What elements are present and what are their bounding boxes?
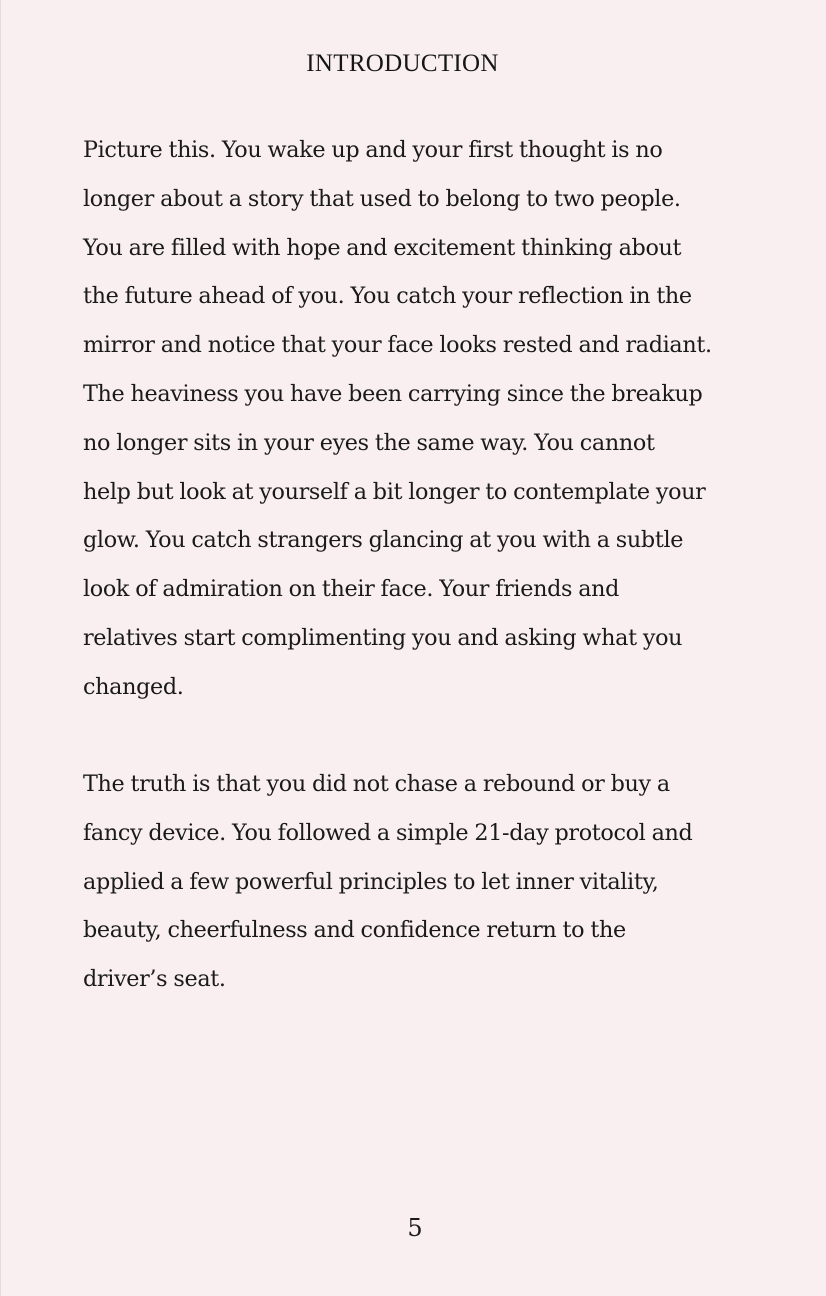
body-text [83,126,753,1053]
text-line: help but look at yourself a bit longer to contemplate your [83,478,706,505]
text-line: fancy device. You followed a simple 21-day protocol and [83,819,693,846]
text-line: look of admiration on their face. Your friends and [83,576,620,603]
page-number: 5 [407,1214,423,1242]
text-line: relatives start complimenting you and asking what you [83,624,683,651]
text-line: longer about a story that used to belong to two people. [83,185,681,212]
text-line: beauty, cheerfulness and confidence return to the [83,917,626,944]
chapter-title: INTRODUCTION [306,50,499,77]
text-line: Picture this. You wake up and your first thought is no [83,137,663,163]
text-line: glow. You catch strangers glancing at you with a subtle [83,527,684,554]
text-line: driver’s seat. [83,966,226,993]
text-line: The heaviness you have been carrying since the breakup [83,380,703,407]
text-line: no longer sits in your eyes the same way. You cannot [83,429,655,456]
text-line: You are filled with hope and excitement thinking about [83,234,682,261]
paragraph-2 [83,760,753,1004]
text-line: applied a few powerful principles to let inner vitality, [83,868,659,895]
text-line: the future ahead of you. You catch your reflection in the [83,283,692,310]
paragraph-1 [83,126,753,712]
text-line: changed. [83,673,184,700]
text-line: The truth is that you did not chase a rebound or buy a [83,771,670,798]
text-line: mirror and notice that your face looks rested and radiant. [83,332,712,359]
